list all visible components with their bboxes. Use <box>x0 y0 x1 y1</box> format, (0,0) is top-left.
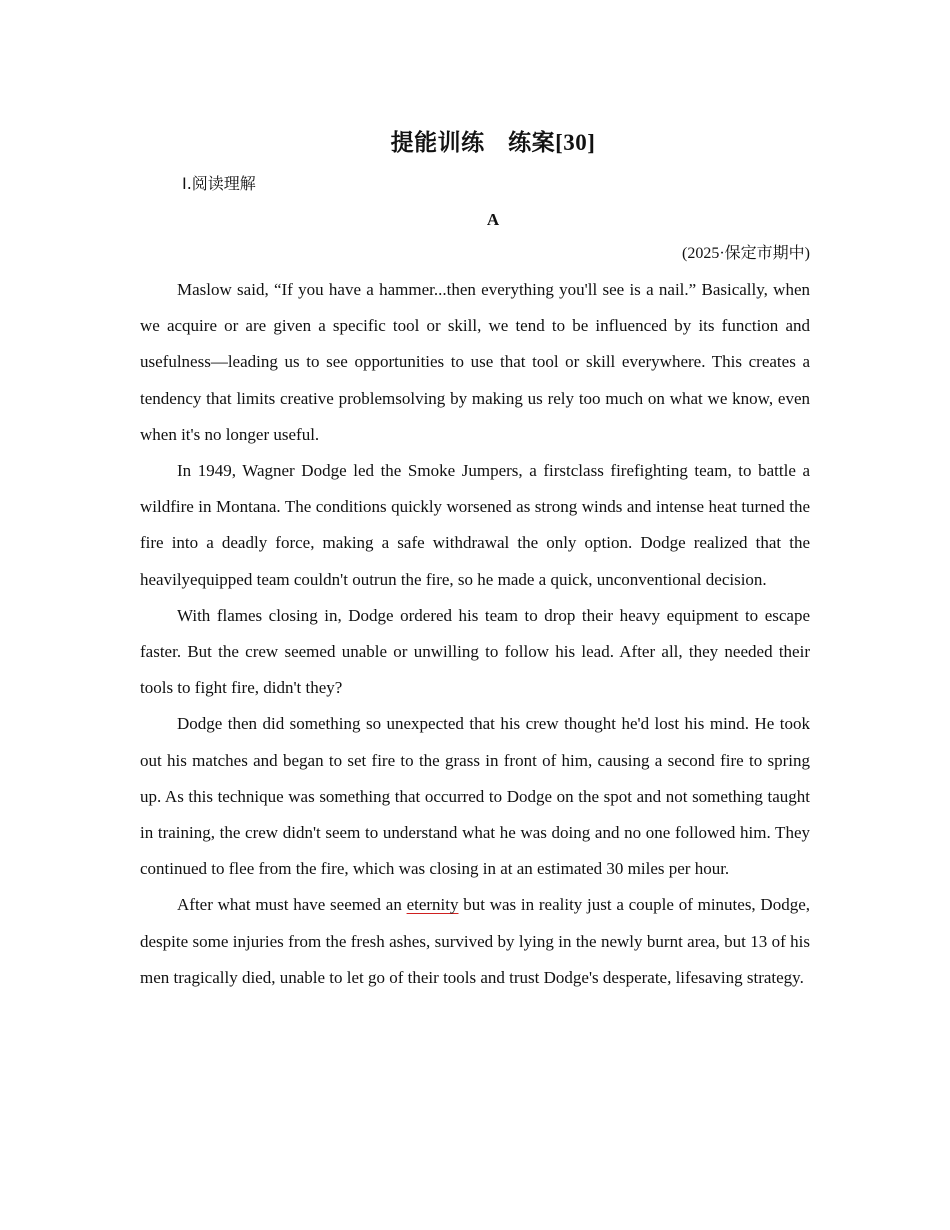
title-prefix: 提能训练 练案 <box>390 130 556 156</box>
passage-letter: A <box>486 210 500 229</box>
passage-source: (2025·保定市期中) <box>682 245 810 262</box>
paragraph-3: With flames closing in, Dodge ordered his team to drop their heavy equipment to escape faster. But the crew seemed unable or unwilling to follow his lead. After all, they needed their tools to fight fire, didn't they? <box>140 605 810 698</box>
paragraph-1: Maslow said, “If you have a hammer...then everything you'll see is a nail.” Basically, when we acquire or are given a specific tool or skill, we tend to be influenced by its function and usefulness—leading us to see opportunities to use that tool or skill everywhere. This creates a tendency that limits creative problemsolving by making us rely too much on what we know, even when it's no longer useful. <box>140 280 810 444</box>
page-title <box>176 126 810 160</box>
paragraph-5-before: After what must have seemed an <box>177 895 407 915</box>
paragraph-4: Dodge then did something so unexpected that his crew thought he'd lost his mind. He took out his matches and began to set fire to the grass in front of him, causing a second fire to spring up. As this technique was something that occurred to Dodge on the spot and not something taught in training, the crew didn't seem to understand what he was doing and no one followed him. They continued to flee from the fire, which was closing in at an estimated 30 miles per hour. <box>140 714 810 879</box>
paragraph-2: In 1949, Wagner Dodge led the Smoke Jumpers, a firstclass firefighting team, to battle a wildfire in Montana. The conditions quickly worsened as strong winds and intense heat turned the fire into a deadly force, making a safe withdrawal the only option. Dodge realized that the heavilyequipped team couldn't outrun the fire, so he made a quick, unconventional decision. <box>140 461 810 589</box>
passage-body <box>140 272 810 996</box>
document-page <box>140 126 810 996</box>
paragraph-5 <box>140 887 810 996</box>
paragraph-5-after: but was in reality just a couple of minutes, Dodge, despite some injuries from the fresh ashes, survived by lying in the newly burnt area, but 13 of his men tragically died, unable to let go of their tools and trust Dodge's desperate, lifesaving strategy. <box>140 895 811 987</box>
underlined-word-eternity: eternity <box>406 895 459 915</box>
title-number: [30] <box>555 130 596 155</box>
section-label: Ⅰ.阅读理解 <box>182 174 256 193</box>
